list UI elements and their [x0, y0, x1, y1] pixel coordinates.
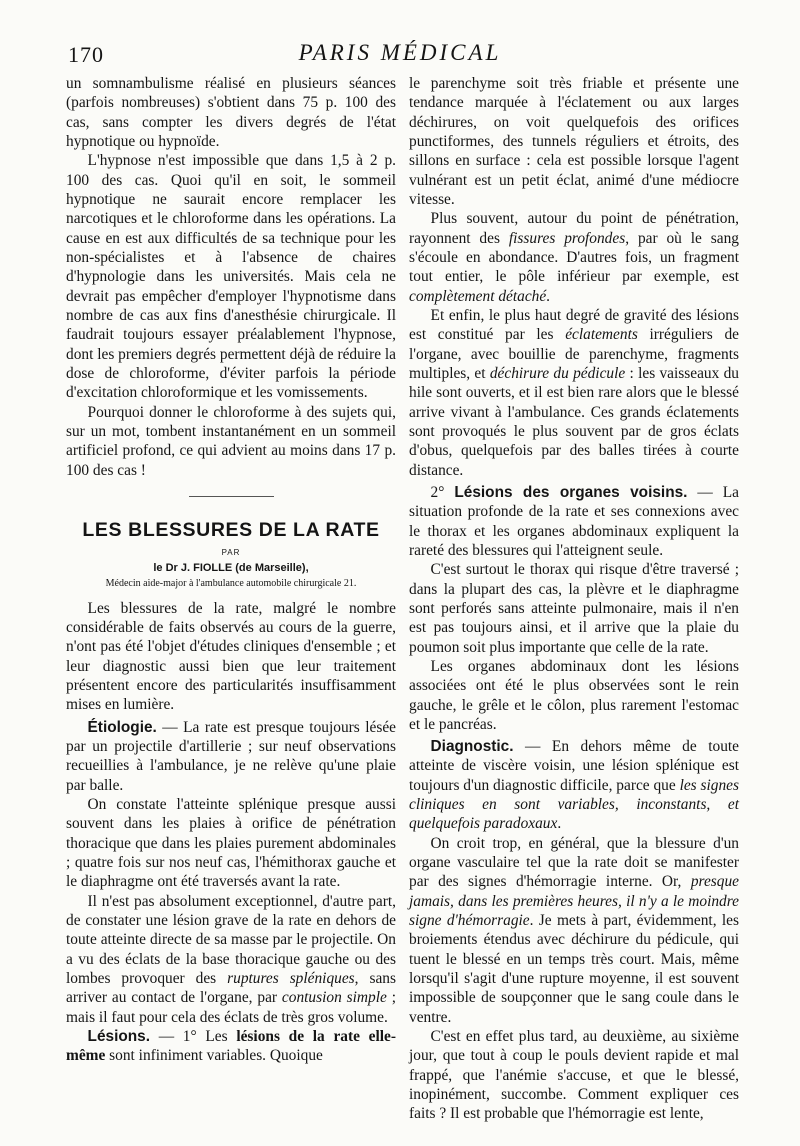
- text-run: — 1° Les: [149, 1027, 237, 1045]
- author-affiliation: Médecin aide-major à l'ambulance automobile chirurgicale 21.: [105, 578, 357, 590]
- emphasis: complètement détaché: [409, 287, 547, 305]
- text-run: .: [557, 815, 562, 833]
- text-run: Il n'est pas absolument exceptionnel, d'autre part, de constater une lésion grave de la rate en dehors de toute atteinte directe de sa masse par le projectile. On a vu des éclats de la base thoracique gauche ou des lombes provoquer des: [66, 892, 396, 987]
- section-heading-diagnostic: Diagnostic.: [430, 738, 514, 756]
- text-run: . Je mets à part, évidemment, les broiements étendus avec déchirure du pédicule, qui tuent le blessé en un temps très court. Mais, même lorsqu'il s'agit d'une rupture moyenne, il est souvent impossible de soupçonner que le sang coule dans le ventre.: [409, 912, 739, 1026]
- paragraph-organes-voisins: [409, 483, 739, 560]
- emphasis: ruptures spléniques: [227, 969, 355, 987]
- text-run: 2°: [430, 483, 455, 501]
- emphasis: déchirure du pédicule: [489, 364, 626, 382]
- text-run: Plus souvent, autour du point de pénétration, rayonnent des: [409, 210, 739, 247]
- paragraph: L'hypnose n'est impossible que dans 1,5 à 2 p. 100 des cas. Quoi qu'il en soit, le sommeil hypnotique ne saurait encore remplacer les narcotiques et le chloroforme dans les opérations. La cause en est aux difficultés de sa technique pour les non-spécialistes et à l'absence de chaires d'hypnologie dans les universités. Mais cela ne devrait pas empêcher d'employer l'hypnotisme dans nombre de cas aux fins d'anesthésie chirurgicale. Il faudrait toujours essayer préalablement l'hypnose, dont les premiers degrés permettent déjà de réduire la dose de chloroforme, d'éviter parfois la période d'excitation chloroformique et les vomissements.: [66, 152, 396, 402]
- text-run: sont infiniment variables. Quoique: [105, 1047, 323, 1065]
- emphasis: contusion simple: [281, 989, 387, 1007]
- text-run: On croit trop, en général, que la blessure d'un organe vasculaire tel que la rate doit se manifester par des signes d'hémorragie interne. Or,: [409, 834, 739, 891]
- left-column: [66, 74, 396, 1066]
- text-run: Et enfin, le plus haut degré de gravité des lésions est constitué par les: [409, 306, 739, 344]
- paragraph: [409, 306, 739, 480]
- paragraph: [409, 209, 739, 306]
- text-run: irréguliers de l'organe, avec bouillie de parenchyme, fragments multiples, et: [409, 326, 739, 382]
- byline-par: PAR: [221, 548, 241, 558]
- paragraph-etiologie: [66, 718, 396, 795]
- text-run: ; mais il faut pour cela des éclats de très gros volume.: [66, 989, 396, 1026]
- section-heading-organes-voisins: Lésions des organes voisins.: [454, 483, 688, 501]
- paragraph: C'est surtout le thorax qui risque d'être traversé ; dans la plupart des cas, la plèvre et le diaphragme sont perforés sans atteinte pulmonaire, mais il n'en est pas toujours ainsi, et il arrive que la plaie du poumon soit plus importante que celle de la rate.: [409, 561, 739, 656]
- paragraph: Les blessures de la rate, malgré le nombre considérable de faits observés au cours de la guerre, n'ont pas été l'objet d'études cliniques d'ensemble ; et leur diagnostic aussi bien que leur traitement présentent encore des particularités insuffisamment mises en lumière.: [66, 599, 396, 714]
- emphasis: presque jamais, dans les premières heures, il n'y a le moindre signe d'hémorragie: [409, 873, 739, 930]
- emphasis: les signes cliniques en sont variables, inconstants, et quelquefois paradoxaux: [409, 776, 739, 833]
- section-heading-lesions: Lésions.: [87, 1027, 150, 1045]
- paragraph: Les organes abdominaux dont les lésions associées ont été le plus observées sont le rein gauche, le grêle et le côlon, plus rarement l'estomac et le pancréas.: [409, 657, 739, 733]
- page-number: 170: [68, 42, 104, 67]
- journal-title: PARIS MÉDICAL: [298, 40, 502, 65]
- text-run: : les vaisseaux du hile sont ouverts, et il est bien rare alors que le blessé arrive vivant à l'ambulance. Ces grands éclatements sont provoqués le plus souvent par de gros éclats d'obus, quelquefois par des balles tirées à courte distance.: [409, 364, 739, 479]
- emphasis: éclatements: [565, 326, 638, 344]
- paragraph-diagnostic: [409, 737, 739, 834]
- article-title: LES BLESSURES DE LA RATE: [82, 518, 380, 541]
- text-run: .: [546, 287, 551, 305]
- paragraph: le parenchyme soit très friable et présente une tendance marquée à l'éclatement ou aux larges déchirures, on voit quelquefois des orifices punctiformes, des tunnels réguliers et étroits, des sillons en surface : cela est possible lorsque l'agent vulnérant est un petit éclat, animé d'une médiocre vitesse.: [409, 75, 739, 208]
- text-run: — En dehors même de toute atteinte de viscère voisin, une lésion splénique est toujours d'un diagnostic difficile, parce que: [409, 738, 739, 794]
- text-run: — La rate est presque toujours lésée par un projectile d'artillerie ; sur neuf observations recueillies à l'ambulance, je ne relève qu'une plaie par balle.: [66, 718, 396, 794]
- subheading: lésions de la rate elle-même: [66, 1027, 396, 1065]
- text-run: — La situation profonde de la rate et ses connexions avec le thorax et les organes abdominaux expliquent la rareté des blessures qui l'atteignent seule.: [409, 483, 740, 559]
- text-run: , sans arriver au contact de l'organe, par: [66, 969, 396, 1007]
- paragraph-lesions: [66, 1027, 396, 1066]
- article-author: le Dr J. FIOLLE (de Marseille),: [153, 562, 309, 575]
- section-divider: [189, 496, 274, 497]
- text-run: , par où le sang s'écoule en abondance. D'autres fois, un fragment tout entier, le pôle inférieur par exemple, est: [409, 229, 739, 286]
- emphasis: fissures profondes: [508, 229, 626, 247]
- paragraph: On constate l'atteinte splénique presque aussi souvent dans les plaies à orifice de pénétration thoracique que dans les plaies purement abdominales ; quatre fois sur nos neuf cas, l'hémithorax gauche et le diaphragme ont été traversés avant la rate.: [66, 795, 396, 891]
- paragraph: Pourquoi donner le chloroforme à des sujets qui, sur un mot, tombent instantanément en un sommeil artificiel profond, ce qui advient au moins dans 17 p. 100 des cas !: [66, 403, 396, 479]
- paragraph: [66, 892, 396, 1027]
- paragraph: [409, 834, 739, 1027]
- paragraph: C'est en effet plus tard, au deuxième, au sixième jour, que tout à coup le pouls devient rapide et mal frappé, que l'anémie s'accuse, et que le blessé, inopinément, succombe. Comment expliquer ces faits ? Il est probable que l'hémorragie est lente,: [409, 1028, 739, 1123]
- right-column: [409, 74, 739, 1124]
- paragraph: un somnambulisme réalisé en plusieurs séances (parfois nombreuses) s'obtient dans 75 p. 100 des cas, sans compter les divers degrés de l'état hypnotique ou hypnoïde.: [66, 75, 396, 150]
- section-heading-etiologie: Étiologie.: [87, 718, 157, 736]
